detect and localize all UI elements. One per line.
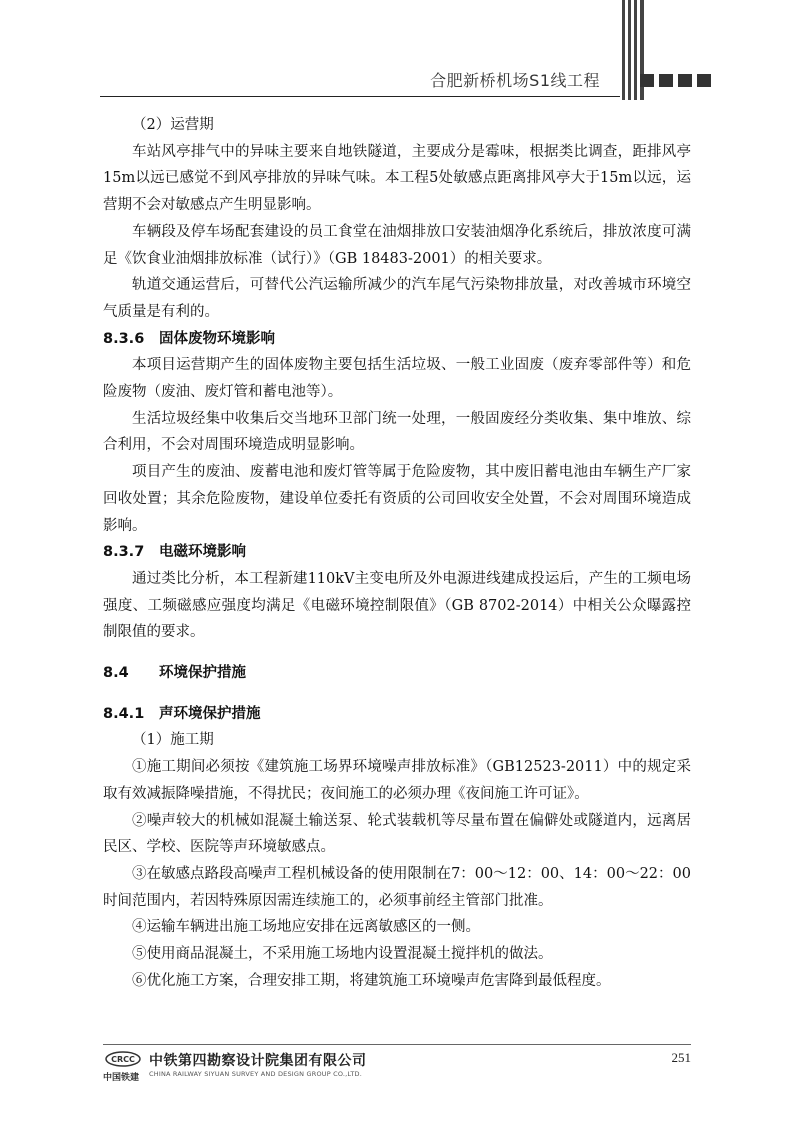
header-title: 合肥新桥机场S1线工程 xyxy=(430,71,600,90)
section-number: 8.4.1 xyxy=(103,705,145,722)
logo-caption: 中国铁建 xyxy=(103,1073,140,1083)
section-number: 8.4 xyxy=(103,665,129,682)
paragraph: 轨道交通运营后，可替代公汽运输所减少的汽车尾气污染物排放量，对改善城市环境空气质量是有利的。 xyxy=(103,277,691,320)
paragraph: 本项目运营期产生的固体废物主要包括生活垃圾、一般工业固废（废弃零部件等）和危险废物（废油、废灯管和蓄电池等）。 xyxy=(103,357,691,401)
page-footer xyxy=(103,1044,691,1084)
header-rule xyxy=(100,96,620,97)
page-content xyxy=(103,112,691,995)
paragraph: 项目产生的废油、废蓄电池和废灯管等属于危险废物，其中废旧蓄电池由车辆生产厂家回收处置；其余危险废物，建设单位委托有资质的公司回收安全处置，不会对周围环境造成影响。 xyxy=(103,464,691,534)
section-number: 8.3.7 xyxy=(103,544,145,561)
paragraph: ⑥优化施工方案，合理安排工期，将建筑施工环境噪声危害降到最低程度。 xyxy=(132,972,611,989)
section-heading-8-3-7 xyxy=(103,539,691,566)
section-title: 环境保护措施 xyxy=(159,665,246,682)
section-title: 声环境保护措施 xyxy=(159,705,261,722)
paragraph: （1）施工期 xyxy=(132,732,214,749)
section-title: 电磁环境影响 xyxy=(159,544,246,561)
section-heading-8-4 xyxy=(103,660,691,687)
paragraph: ①施工期间必须按《建筑施工场界环境噪声排放标准》（GB12523-2011）中的规定采取有效减振降噪措施，不得扰民；夜间施工的必须办理《夜间施工许可证》。 xyxy=(103,759,691,802)
paragraph: ④运输车辆进出施工场地应安排在远离敏感区的一侧。 xyxy=(132,919,480,936)
section-heading-8-4-1 xyxy=(103,701,691,728)
section-heading-8-3-6 xyxy=(103,326,691,353)
page-number: 251 xyxy=(671,1050,691,1065)
paragraph: 车辆段及停车场配套建设的员工食堂在油烟排放口安装油烟净化系统后，排放浓度可满足《饮食业油烟排放标准（试行）》（GB 18483-2001）的相关要求。 xyxy=(103,223,691,267)
footer-rule xyxy=(103,1044,691,1045)
paragraph: ③在敏感点路段高噪声工程机械设备的使用限制在7：00～12：00、14：00～22：00时间范围内，若因特殊原因需连续施工的，必须事前经主管部门批准。 xyxy=(103,865,691,909)
section-number: 8.3.6 xyxy=(103,330,145,347)
paragraph: 生活垃圾经集中收集后交当地环卫部门统一处理，一般固废经分类收集、集中堆放、综合利用，不会对周围环境造成明显影响。 xyxy=(103,410,691,454)
svg-text:CRCC: CRCC xyxy=(111,1055,135,1064)
section-title: 固体废物环境影响 xyxy=(159,330,275,347)
paragraph: 通过类比分析，本工程新建110kV主变电所及外电源进线建成投运后，产生的工频电场强度、工频磁感应强度均满足《电磁环境控制限值》（GB 8702-2014）中相关公众曝露控制限值的要求。 xyxy=(103,570,691,641)
page-header xyxy=(100,0,710,110)
paragraph: ②噪声较大的机械如混凝土输送泵、轮式装载机等尽量布置在偏僻处或隧道内，远离居民区、学校、医院等声环境敏感点。 xyxy=(103,812,691,856)
company-name-english: CHINA RAILWAY SIYUAN SURVEY AND DESIGN GROUP CO.,LTD. xyxy=(149,1070,362,1078)
paragraph: ⑤使用商品混凝土，不采用施工场地内设置混凝土搅拌机的做法。 xyxy=(132,946,553,963)
company-name: 中铁第四勘察设计院集团有限公司 xyxy=(149,1053,367,1069)
paragraph: 车站风亭排气中的异味主要来自地铁隧道，主要成分是霉味，根据类比调查，距排风亭15m以远已感觉不到风亭排放的异味气味。本工程5处敏感点距离排风亭大于15m以远，运营期不会对敏感点产生明显影响。 xyxy=(103,143,691,214)
header-decorative-squares xyxy=(640,74,712,88)
paragraph: （2）运营期 xyxy=(132,117,214,133)
